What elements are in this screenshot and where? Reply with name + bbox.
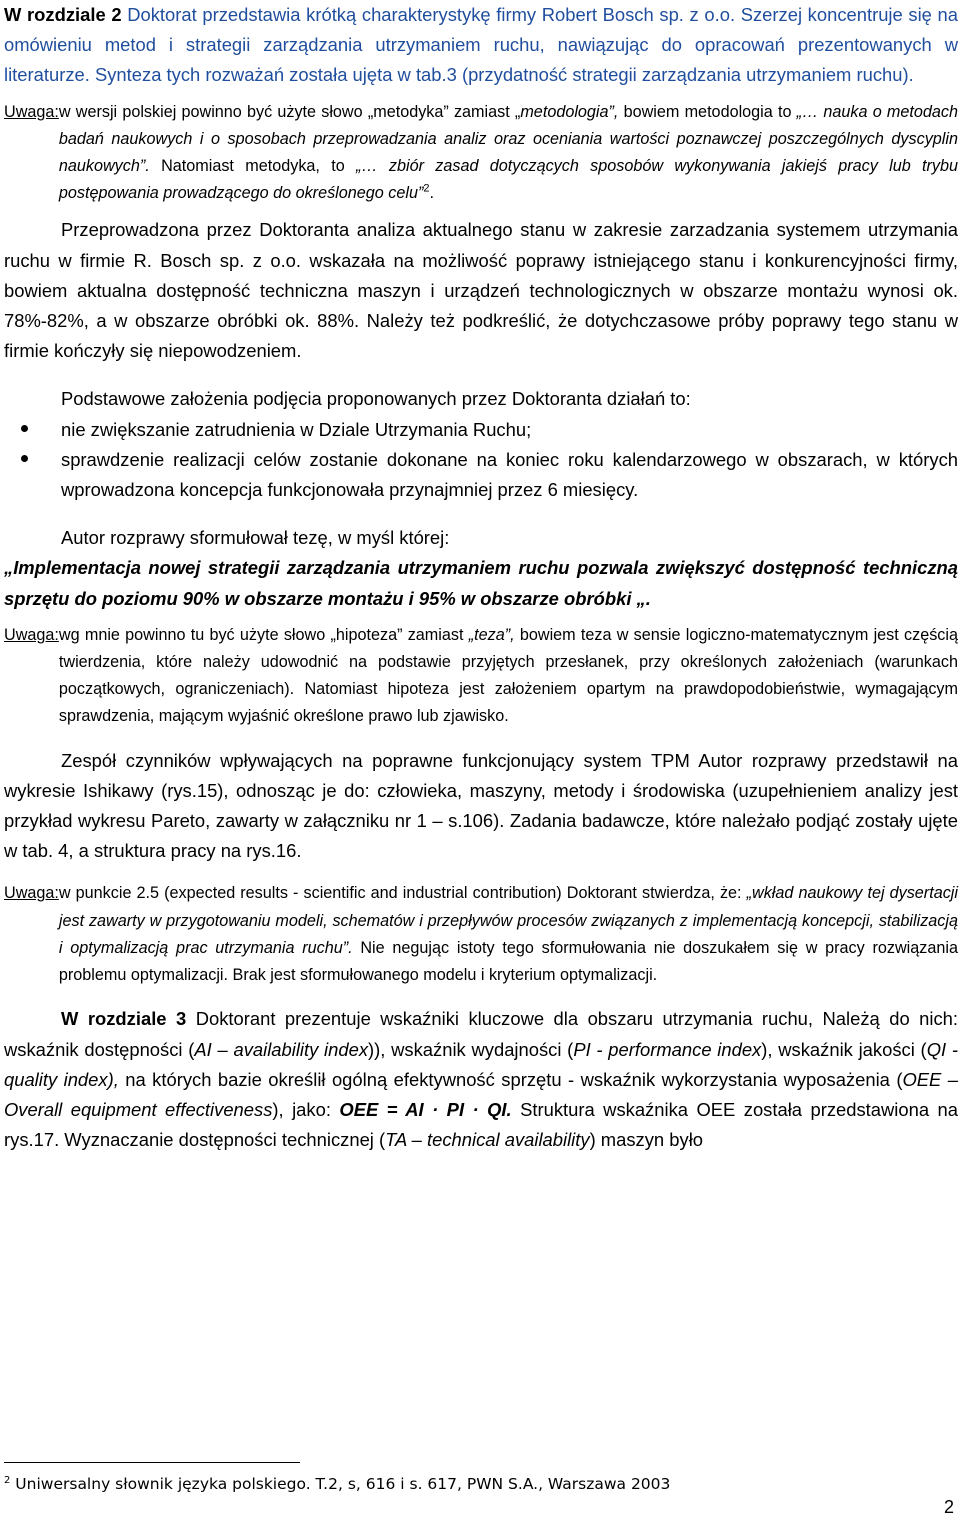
note-body — [59, 880, 958, 989]
document-page — [4, 0, 958, 1155]
chapter-3-text: na których bazie określił ogólną efektywność sprzętu - wskaźnik wykorzystania wyposażenia ( — [118, 1068, 903, 1090]
footnote-separator — [4, 1462, 300, 1463]
note-italic: metodologia”, — [520, 102, 619, 121]
chapter-3-text: ), jako: — [272, 1098, 340, 1120]
bullet-icon — [4, 415, 61, 445]
note-text: w wersji polskiej powinno być użyte słowo „metodyka” zamiast „ — [58, 102, 521, 121]
note-text: . — [429, 184, 434, 203]
chapter-2-heading: W rozdziale 2 — [4, 4, 122, 25]
bullet-item — [4, 415, 958, 445]
note-text: bowiem metodologia to — [618, 102, 797, 121]
bullet-icon — [4, 445, 61, 475]
paragraph-analysis: Przeprowadzona przez Doktoranta analiza aktualnego stanu w zakresie zarzadzania systemem utrzymania ruchu w firmie R. Bosch sp. z o.o. wskazała na możliwość poprawy istniejącego stanu i konkurencyjności firmy, bowiem aktualna dostępność techniczna maszyn i urządzeń technologicznych w obszarze montażu wynosi ok. 78%-82%, a w obszarze obróbki ok. 88%. Należy też podkreślić, że dotychczasowe próby poprawy tego stanu w firmie kończyły się niepowodzeniem. — [4, 219, 958, 362]
paragraph-chapter-2 — [4, 0, 958, 91]
chapter-3-italic: AI – availability index — [194, 1038, 369, 1060]
chapter-2-text: Doktorat przedstawia krótką charakterystykę firmy Robert Bosch sp. z o.o. Szerzej koncentruje się na omówieniu metod i strategii zarządzania utrzymaniem ruchu, nawiązując do opracowań prezentowanych w literaturze. Synteza tych rozważań została ujęta w tab.3 (przydatność strategii zarządzania utrzymaniem ruchu). — [4, 4, 959, 86]
note-methodology — [4, 99, 958, 208]
bullet-text: sprawdzenie realizacji celów zostanie dokonane na koniec roku kalendarzowego w obszarach, w których wprowadzona koncepcja funkcjonowała przynajmniej przez 6 miesięcy. — [61, 448, 958, 501]
note-text: Natomiast metodyka, to — [149, 157, 357, 176]
note-italic: „… nauka o metodach badań naukowych i o sposobach przeprowadzania analiz oraz oceniania wartości poznawczej poszczególnych dyscyplin naukowych”. — [58, 102, 958, 176]
thesis-statement: „Implementacja nowej strategii zarządzania utrzymaniem ruchu pozwala zwiększyć dostępność techniczną sprzętu do poziomu 90% w obszarze montażu i 95% w obszarze obróbki „. — [4, 557, 958, 609]
chapter-3-heading: W rozdziale 3 — [61, 1008, 187, 1030]
footnote — [4, 1475, 670, 1493]
footnote-ref: 2 — [423, 182, 430, 195]
chapter-3-text: ), wskaźnik jakości ( — [761, 1038, 927, 1060]
paragraph-chapter-3 — [4, 1004, 958, 1155]
chapter-3-italic: TA – technical availability — [385, 1129, 590, 1151]
note-text: wg mnie powinno tu być użyte słowo „hipoteza” zamiast — [58, 625, 469, 644]
chapter-3-italic: QI - quality index), — [4, 1038, 958, 1090]
paragraph-thesis-intro: Autor rozprawy sformułował tezę, w myśl której: — [61, 527, 450, 549]
oee-formula: OEE = AI · PI · QI. — [339, 1098, 512, 1120]
bullet-item — [4, 445, 958, 505]
chapter-3-text: Struktura wskaźnika OEE została przedstawiona na rys.17. Wyznaczanie dostępności technicznej ( — [4, 1098, 958, 1151]
note-italic: „… zbiór zasad dotyczących sposobów wykonywania jakiejś pracy lub trybu postępowania prowadzącego do określonego celu” — [58, 157, 958, 203]
chapter-3-text: )), wskaźnik wydajności ( — [368, 1038, 574, 1060]
paragraph-ishikawa: Zespół czynników wpływających na poprawne funkcjonujący system TPM Autor rozprawy przedstawił na wykresie Ishikawy (rys.15), odnosząc je do: człowieka, maszyny, metody i środowiska (uzupełnieniem analizy jest przykład wykresu Pareto, zawarty w załączniku nr 1 – s.106). Zadania badawcze, które należało podjąć zostały ujęte w tab. 4, a struktura pracy na rys.16. — [4, 749, 958, 862]
footnote-number: 2 — [4, 1474, 11, 1486]
note-body — [59, 99, 958, 208]
page-number: 2 — [943, 1497, 954, 1517]
footnote-text: Uniwersalny słownik języka polskiego. T.2, s, 616 i s. 617, PWN S.A., Warszawa 2003 — [10, 1475, 671, 1493]
chapter-3-text: Doktorant prezentuje wskaźniki kluczowe dla obszaru utrzymania ruchu, Należą do nich: wskaźnik dostępności ( — [4, 1008, 958, 1060]
note-body — [59, 622, 958, 731]
note-hypothesis — [4, 622, 958, 731]
note-label: Uwaga: — [4, 625, 59, 644]
note-italic: „teza”, — [468, 625, 515, 644]
note-optimization — [4, 880, 958, 989]
chapter-3-text: ) maszyn było — [589, 1129, 704, 1151]
paragraph-assumptions: Podstawowe założenia podjęcia proponowanych przez Doktoranta działań to: — [61, 388, 691, 410]
note-text: Nie negując istoty tego sformułowania nie doszukałem się w pracy rozwiązania problemu optymalizacji. Brak jest sformułowanego modelu i kryterium optymalizacji. — [58, 938, 958, 985]
chapter-3-italic: PI - performance index — [573, 1038, 762, 1060]
bullet-text: nie zwiększanie zatrudnienia w Dziale Utrzymania Ruchu; — [61, 418, 532, 440]
note-text: w punkcie 2.5 (expected results - scientific and industrial contribution) Doktorant stwierdza, że: — [58, 884, 747, 903]
note-label: Uwaga: — [4, 884, 59, 903]
note-italic: „wkład naukowy tej dysertacji jest zawarty w przygotowaniu modeli, schematów i przepływów procesów związanych z implementacją koncepcji, stabilizacją i optymalizacją prac utrzymania ruchu”. — [58, 884, 958, 957]
note-label: Uwaga: — [4, 102, 59, 121]
chapter-3-italic: OEE – Overall equipment effectiveness — [4, 1068, 958, 1120]
note-text: bowiem teza w sensie logiczno-matematycznym jest częścią twierdzenia, które należy udowodnić na podstawie przyjętych przesłanek, przy określonych założeniach (warunkach początkowych, ograniczeniach). Natomiast hipoteza jest założeniem opartym na prawdopodobieństwie, wymagającym sprawdzenia, mającym wyjaśnić określone prawo lub zjawisko. — [58, 625, 959, 726]
